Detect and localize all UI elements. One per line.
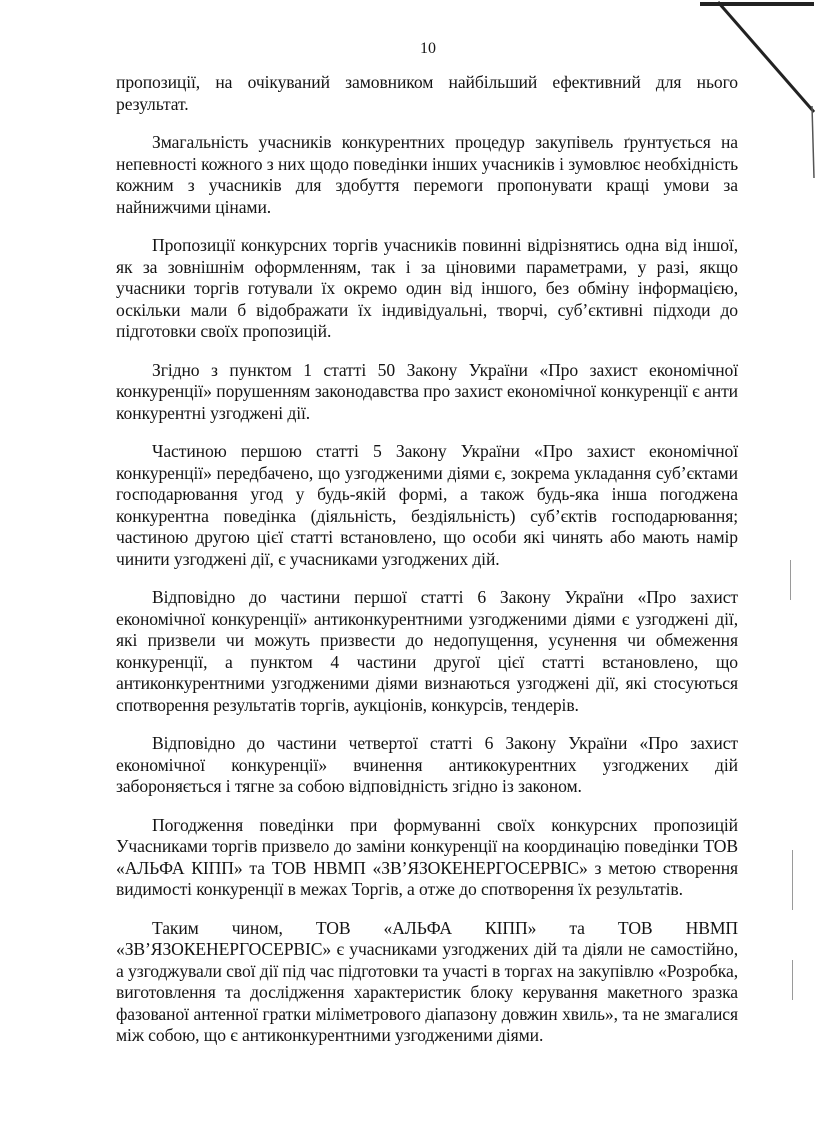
paragraph: Частиною першою статті 5 Закону України «Про захист економічної конкуренції» передбачено, що узгодженими діями є, зокрема укладання суб’єктами господарювання угод у будь-якій формі, а також будь-яка інша погоджена конкурентна поведінка (діяльність, бездіяльність) суб’єктів господарювання; частиною другою цієї статті встановлено, що особи які чинять або мають намір чинити узгоджені дії, є учасниками узгоджених дій. (116, 441, 738, 569)
paragraph: Відповідно до частини першої статті 6 Закону України «Про захист економічної конкуренції» антиконкурентними узгодженими діями є узгоджені дії, які призвели чи можуть призвести до недопущення, усунення чи обмеження конкуренції, а пунктом 4 частини другої цієї статті встановлено, що антиконкурентними узгодженими діями визнаються узгоджені дії, які стосуються спотворення результатів торгів, аукціонів, конкурсів, тендерів. (116, 587, 738, 715)
scan-edge-mark (792, 960, 793, 1000)
paragraph: Пропозиції конкурсних торгів учасників повинні відрізнятись одна від іншої, як за зовнішнім оформленням, так і за ціновими параметрами, у разі, якщо учасники торгів готували їх окремо один від іншого, без обміну інформацією, оскільки мали б відображати їх індивідуальні, творчі, суб’єктивні підходи до підготовки своїх пропозицій. (116, 235, 738, 341)
page-number: 10 (420, 40, 436, 57)
scan-edge-mark (792, 850, 793, 910)
paragraph: Погодження поведінки при формуванні своїх конкурсних пропозицій Учасниками торгів призвело до заміни конкуренції на координацію поведінки ТОВ «АЛЬФА КІПП» та ТОВ НВМП «ЗВ’ЯЗОКЕНЕРГОСЕРВІС» з метою створення видимості конкуренції в межах Торгів, а отже до спотворення їх результатів. (116, 814, 738, 899)
paragraph: Таким чином, ТОВ «АЛЬФА КІПП» та ТОВ НВМП «ЗВ’ЯЗОКЕНЕРГОСЕРВІС» є учасниками узгоджених дій та діяли не самостійно, а узгоджували свої дії під час підготовки та участі в торгах на закупівлю «Розробка, виготовлення та дослідження характеристик блоку керування макетного зразка фазованої антенної гратки міліметрового діапазону довжин хвиль», та не змагалися між собою, що є антиконкурентними узгодженими діями. (116, 917, 738, 1045)
paragraph: Відповідно до частини четвертої статті 6 Закону України «Про захист економічної конкуренції» вчинення антикокурентних узгоджених дій забороняється і тягне за собою відповідність згідно із законом. (116, 733, 738, 796)
document-body (116, 72, 738, 1047)
scan-edge-mark (790, 560, 791, 600)
paragraph: Змагальність учасників конкурентних процедур закупівель ґрунтується на непевності кожного з них щодо поведінки інших учасників і зумовлює необхідність кожним з учасників для здобуття перемоги пропонувати кращі умови за найнижчими цінами. (116, 132, 738, 217)
paragraph: пропозиції, на очікуваний замовником найбільший ефективний для нього результат. (116, 72, 738, 114)
paragraph: Згідно з пунктом 1 статті 50 Закону України «Про захист економічної конкуренції» порушенням законодавства про захист економічної конкуренції є анти конкурентні узгоджені дії. (116, 359, 738, 423)
